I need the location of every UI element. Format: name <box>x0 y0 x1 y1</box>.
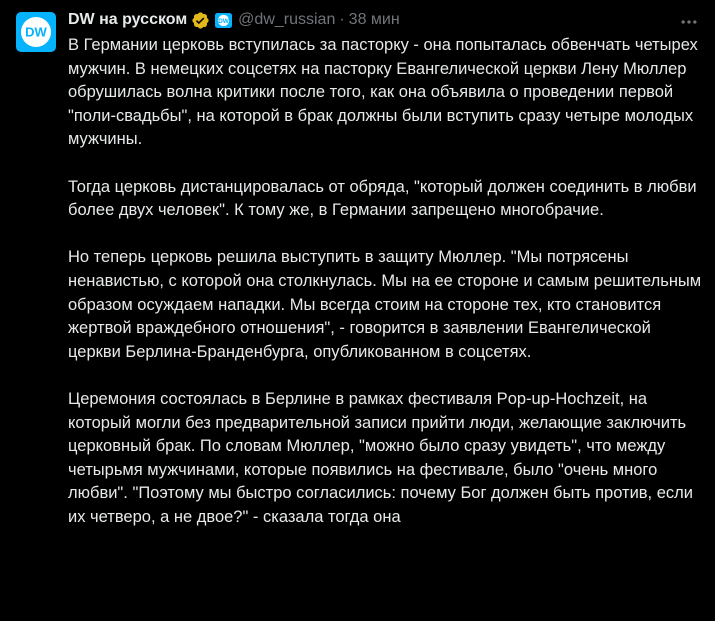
tweet-paragraph-4: Церемония состоялась в Берлине в рамках фестиваля Pop-up-Hochzeit, на который могли без предварительной записи прийти люди, желающие заключить церковный брак. По словам Мюллер, "можно было сразу увидеть", что между четырьмя мужчинами, которые появились на фестивале, было "очень много любви". "Поэтому мы быстро согласились: почему Бог должен быть против, если их четверо, а не двое?" - сказала тогда она <box>68 389 693 526</box>
tweet-paragraph-2: Тогда церковь дистанцировалась от обряда, "который должен соединить в любви более двух человек". К тому же, в Германии запрещено многобрачие. <box>68 177 697 220</box>
tweet-paragraph-3: Но теперь церковь решила выступить в защиту Мюллер. "Мы потрясены ненавистью, с которой она столкнулась. Мы на ее стороне и самым решительным образом осуждаем нападки. Мы всегда стоим на стороне тех, кто становится жертвой враждебного отношения", - говорится в заявлении Евангелической церкви Берлина-Бранденбурга, опубликованном в соцсетях. <box>68 248 702 361</box>
gold-verified-badge-icon[interactable] <box>191 11 210 30</box>
separator-dot: · <box>339 11 345 28</box>
tweet-text <box>68 34 702 529</box>
author-name[interactable]: DW на русском <box>68 11 188 28</box>
dw-affiliate-badge-icon[interactable] <box>214 11 233 30</box>
avatar-text: DW <box>25 24 47 40</box>
tweet-paragraph-1: В Германии церковь вступилась за пасторку - она попыталась обвенчать четырех мужчин. В немецких соцсетях на пасторку Евангелической церкви Лену Мюллер обрушилась волна критики после того, как она объявила о проведении первой "поли-свадьбы", на которой в брак должны были вступить сразу четыре молодых мужчины. <box>68 36 698 149</box>
avatar[interactable] <box>16 12 56 52</box>
affiliate-badge-text: DW <box>218 17 230 25</box>
more-options-icon[interactable] <box>677 10 701 34</box>
avatar-column <box>16 8 68 621</box>
tweet-content <box>68 8 702 621</box>
author-handle[interactable]: @dw_russian <box>238 11 336 28</box>
tweet-header <box>68 8 699 32</box>
dw-logo-icon <box>16 12 56 52</box>
timestamp[interactable]: 38 мин <box>348 11 400 28</box>
